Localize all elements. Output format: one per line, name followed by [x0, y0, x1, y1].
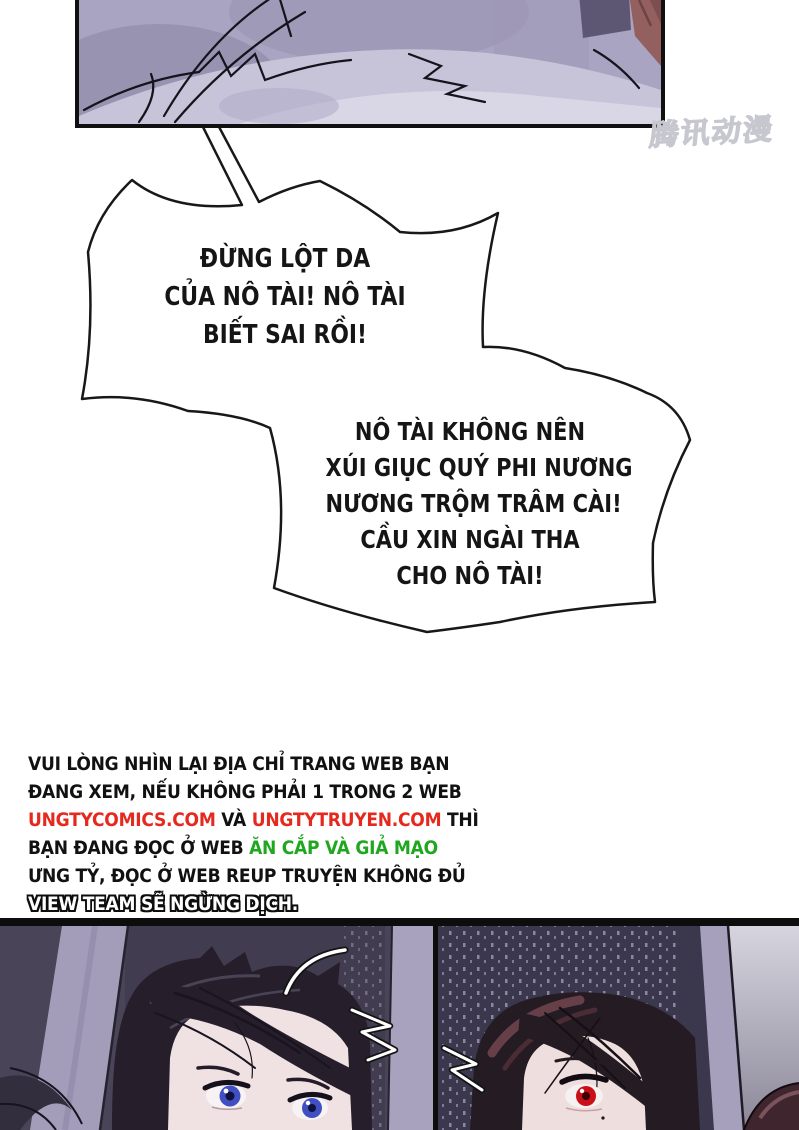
beauty-mark — [601, 1116, 604, 1119]
panel-bottom-left — [0, 926, 433, 1130]
notice-text: THÌ — [441, 809, 479, 831]
speech-text-2 — [298, 414, 642, 594]
fur-texture — [79, 0, 661, 124]
comic-panel-top — [75, 0, 665, 128]
speech-text-2-line: CHO NÔ TÀI! — [396, 561, 544, 590]
translator-notice — [28, 750, 529, 918]
warning-text: ĂN CẮP VÀ GIẢ MẠO — [249, 837, 438, 859]
site-url-2: UNGTYTRUYEN.COM — [251, 809, 442, 831]
panel-bottom-right — [437, 926, 799, 1130]
site-url-1: UNGTYCOMICS.COM — [28, 809, 216, 831]
speech-text-1-line: BIẾT SAI RỒI! — [202, 320, 368, 350]
notice-line — [28, 834, 479, 862]
notice-text: BẠN ĐANG ĐỌC Ở WEB — [28, 837, 250, 859]
panel-border-top — [0, 918, 799, 926]
speech-text-2-line: CẦU XIN NGÀI THA — [360, 525, 580, 554]
comic-panels-bottom — [0, 918, 799, 1130]
notice-line — [28, 806, 479, 834]
speech-text-1-line: CỦA NÔ TÀI! NÔ TÀI — [164, 282, 406, 312]
notice-line: ĐANG XEM, NẾU KHÔNG PHẢI 1 TRONG 2 WEB — [28, 781, 462, 803]
speech-text-2-line: XÚI GIỤC QUÝ PHI NƯƠNG — [325, 453, 633, 482]
panel-divider — [433, 926, 438, 1130]
notice-line: VUI LÒNG NHÌN LẠI ĐỊA CHỈ TRANG WEB BẠN — [28, 753, 450, 775]
notice-line-outlined: VIEW TEAM SẼ NGỪNG DỊCH. — [28, 893, 298, 915]
speech-text-1 — [118, 240, 452, 354]
speech-text-2-line: NƯƠNG TRỘM TRÂM CÀI! — [325, 489, 622, 518]
notice-text: VÀ — [215, 809, 252, 831]
pillar-mid — [388, 926, 433, 1130]
publisher-watermark: 腾讯动漫 — [648, 111, 776, 153]
notice-line: ƯNG TỶ, ĐỌC Ở WEB REUP TRUYỆN KHÔNG ĐỦ — [28, 865, 466, 887]
speech-text-2-line: NÔ TÀI KHÔNG NÊN — [354, 417, 586, 446]
character-right — [470, 992, 700, 1130]
speech-text-1-line: ĐỪNG LỘT DA — [199, 244, 371, 274]
